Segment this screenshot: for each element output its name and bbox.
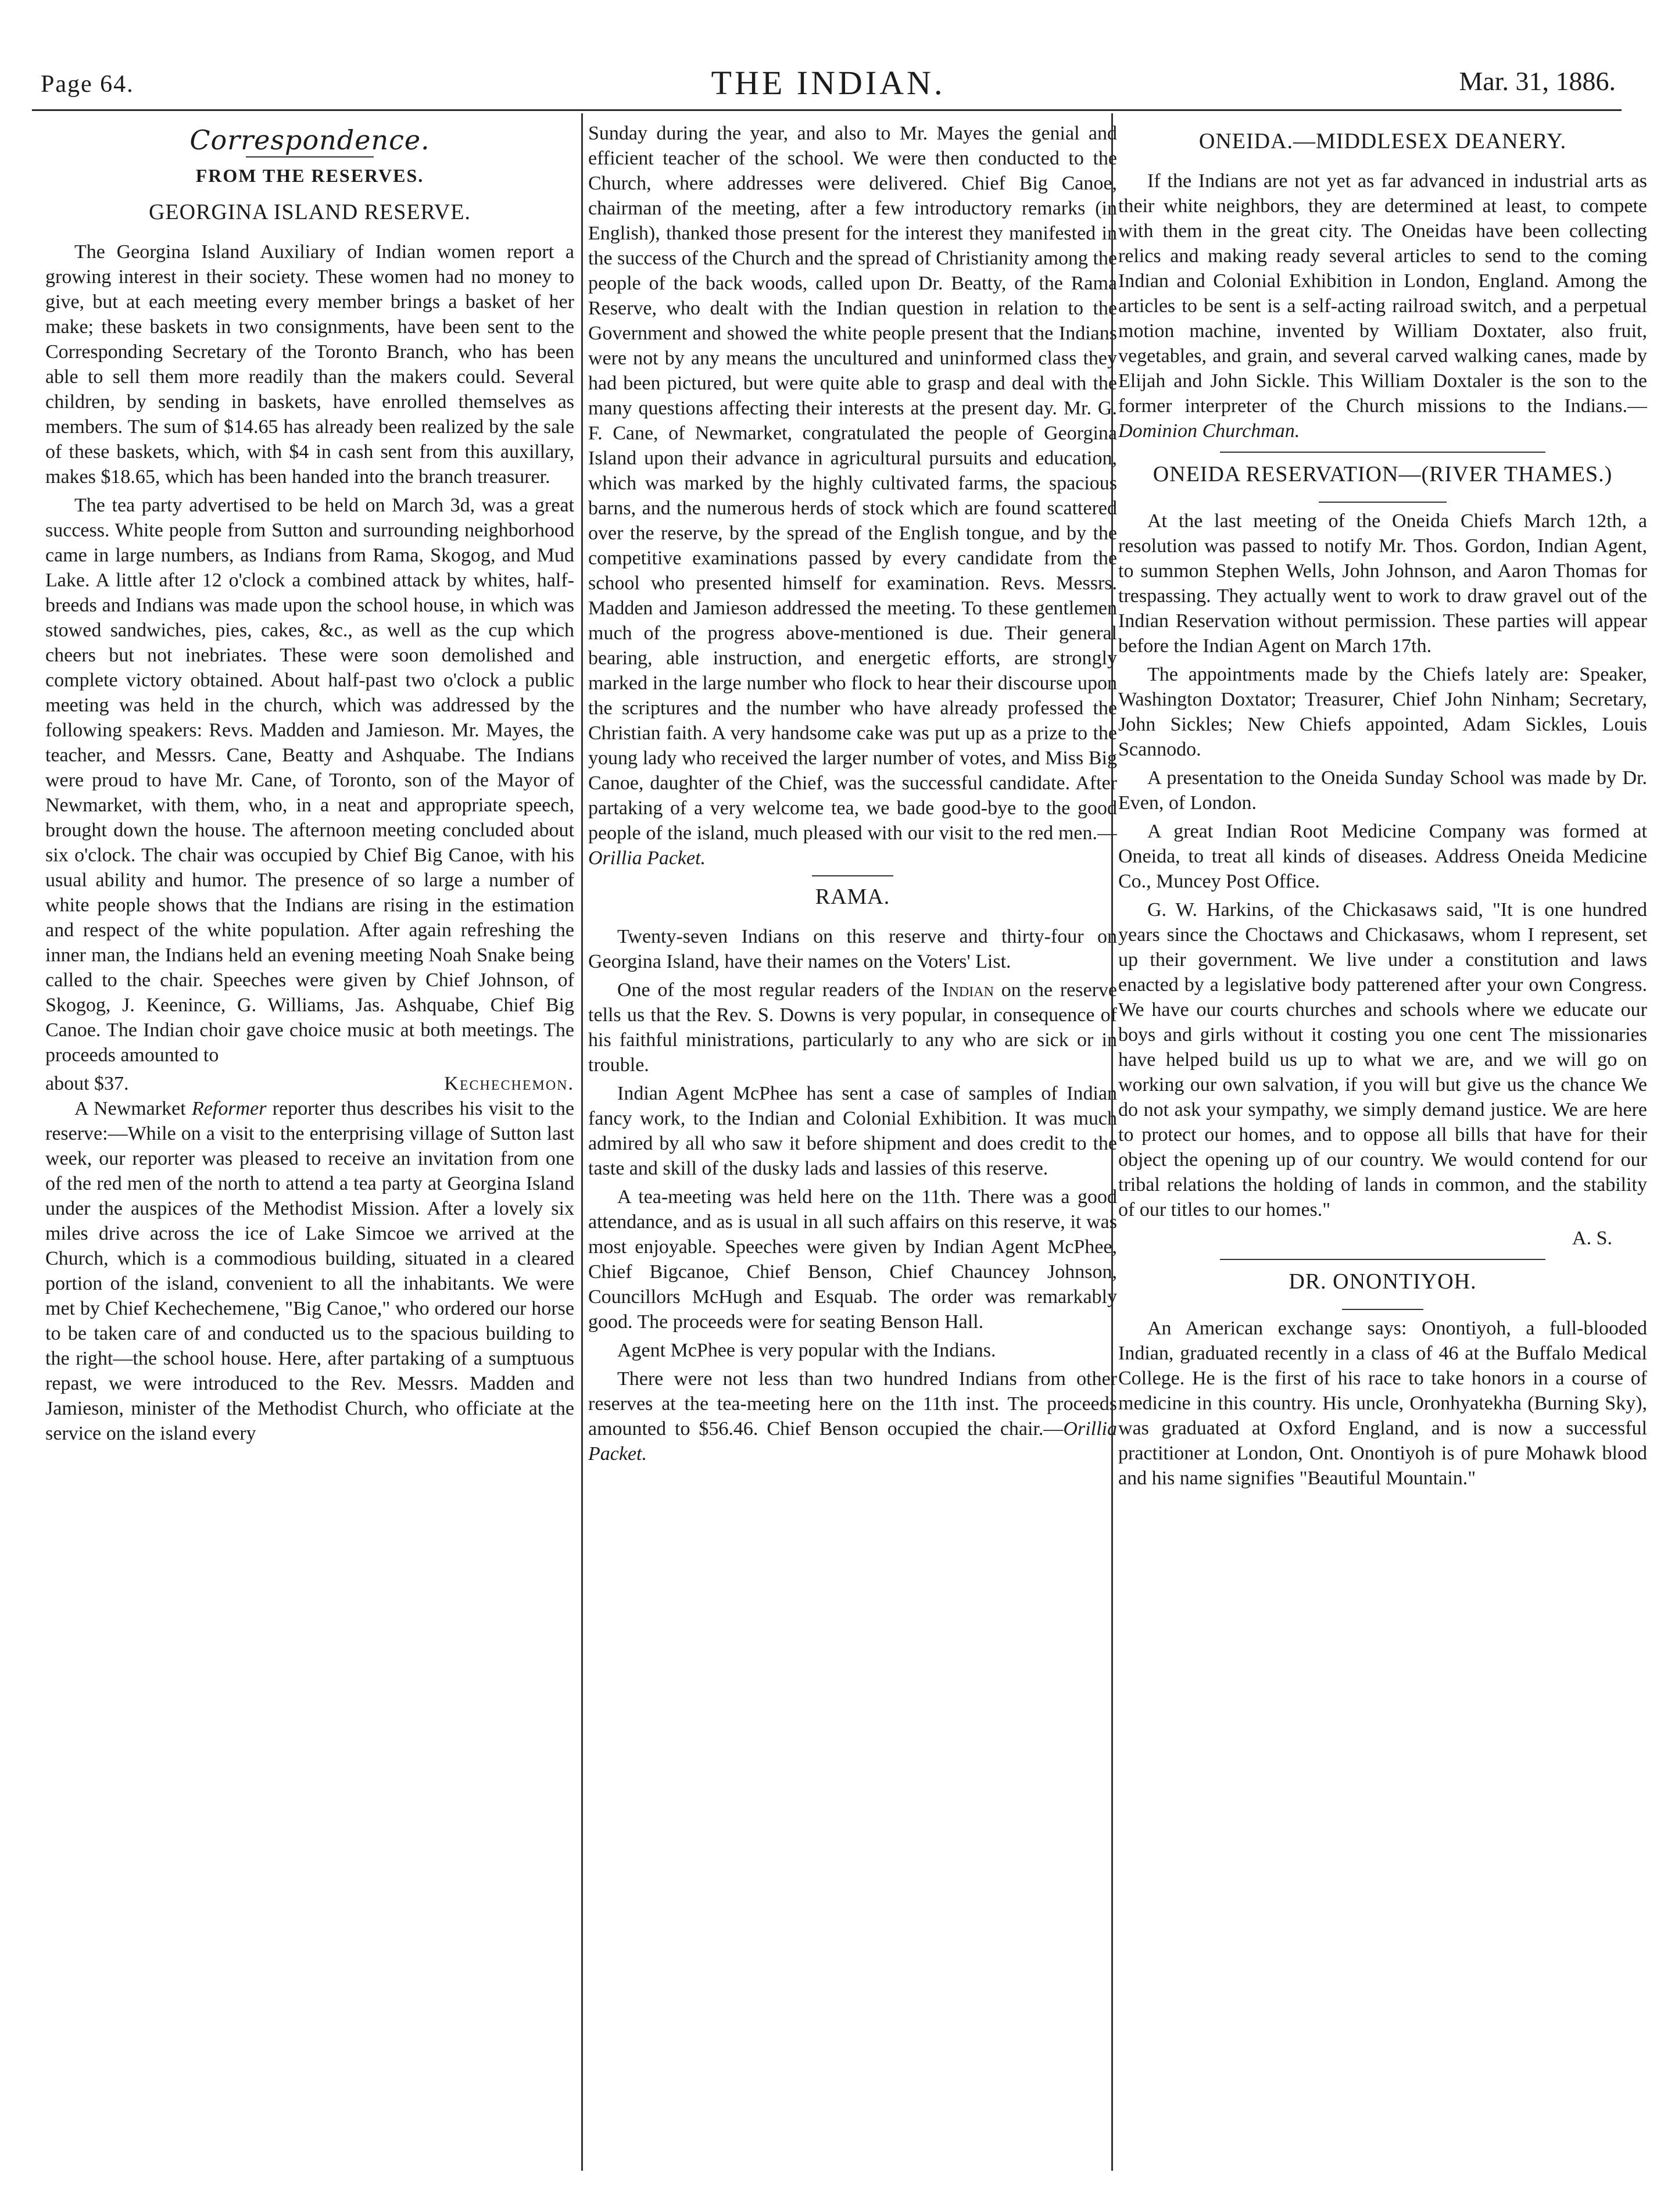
issue-date: Mar. 31, 1886. [1459, 66, 1616, 96]
section-rule [1220, 452, 1545, 453]
from-reserves-heading: FROM THE RESERVES. [195, 165, 424, 186]
column-divider-1 [581, 113, 583, 2171]
rama-paragraph-1: Twenty-seven Indians on this reserve and thirty-four on Georgina Island, have their names on the Voters' List. [588, 926, 1117, 972]
rama-paragraph-3: Indian Agent McPhee has sent a case of samples of Indian fancy work, to the Indian and Colonial Exhibition. It was much admired by all who saw it before shipment and does credit to the taste and skill of the dusky lads and lassies of this reserve. [588, 1083, 1117, 1179]
oneida-paragraph: If the Indians are not yet as far advanced in industrial arts as their white neighbors, they are determined at least, to compete with them in the great city. The Oneidas have been collecting relics and making ready several articles to send to the coming Indian and Colonial Exhibition in London, England. Among the articles to be sent is a self-acting railroad switch, and a perpetual motion machine, invented by William Doxtater, also fruit, vegetables, and grain, and several carved walking canes, made by Elijah and John Sickle. This William Doxtaler is the son to the former interpreter of the Church missions to the Indians.—Dominion Churchman. [1118, 170, 1647, 442]
signature-line [45, 1071, 574, 1096]
georgina-paragraph-2: The tea party advertised to be held on March 3d, was a great success. White people from Sutton and surrounding neighborhood came in large numbers, as Indians from Rama, Skogog, and Mud Lake. A little after 12 o'clock a combined attack by whites, half-breeds and Indians was made upon the school house, in which was stowed sandwiches, pies, cakes, &c., as well as the cup which cheers but not inebriates. These were soon demolished and complete victory obtained. About half-past two o'clock a public meeting was held in the church, which was addressed by the following speakers: Revs. Madden and Jamieson. Mr. Mayes, the teacher, and Messrs. Cane, Beatty and Ashquabe. The Indians were proud to have Mr. Cane, of Toronto, son of the Mayor of Newmarket, with them, who, in a neat and appropriate speech, brought down the house. The afternoon meeting concluded about six o'clock. The chair was occupied by Chief Big Canoe, with his usual ability and humor. The presence of so large a number of white people shows that the Indians are rising in the estimation and respect of the white population. After again refreshing the inner man, the Indians held an evening meeting Noah Snake being called to the chair. Speeches were given by Chief Johnson, of Skogog, J. Keenince, G. Williams, Jas. Ashquabe, Chief Big Canoe. The Indian choir gave choice music at both meetings. The proceeds amounted to [45, 495, 574, 1066]
column-2 [588, 121, 1117, 2172]
section-rule [1220, 1259, 1545, 1260]
source-citation: Dominion Churchman. [1118, 420, 1300, 442]
georgina-paragraph-1: The Georgina Island Auxiliary of Indian women report a growing interest in their society. These women had no money to give, but at each meeting every member brings a basket of her make; these baskets in two consignments, have been sent to the Corresponding Secretary of the Toronto Branch, who has been able to sell them more readily than the makers could. Several children, by sending in baskets, have enrolled themselves as members. The sum of $14.65 has already been realized by the sale of these baskets, which, with $4 in cash sent from this auxillary, makes $18.65, which has been handed into the branch treasurer. [45, 241, 574, 488]
column-1 [45, 121, 574, 2172]
author-signature: A. S. [1572, 1227, 1612, 1249]
heading-rule [246, 156, 374, 158]
proceeds-amount: about $37. [45, 1073, 129, 1094]
source-citation: Orillia Packet. [588, 1418, 1117, 1465]
oneida-deanery-title: ONEIDA.—MIDDLESEX DEANERY. [1198, 129, 1567, 153]
section-rule [1319, 502, 1447, 503]
onontiyoh-paragraph: An American exchange says: Onontiyoh, a full-blooded Indian, graduated recently in a class of 46 at the Buffalo Medical College. He is the first of his race to take honors in a course of medicine in this country. His uncle, Oronhyatekha (Burning Sky), was graduated at Oxford England, and is now a successful practitioner at London, Ont. Onontiyoh is of pure Mohawk blood and his name signifies "Beautiful Mountain." [1118, 1318, 1647, 1489]
rama-paragraph-2: One of the most regular readers of the Indian on the reserve tells us that the Rev. S. Downs is very popular, in consequence of his faithful ministrations, particularly to any who are sick or in trouble. [588, 979, 1117, 1076]
rama-paragraph-5: Agent McPhee is very popular with the Indians. [617, 1340, 996, 1361]
reservation-paragraph-1: At the last meeting of the Oneida Chiefs March 12th, a resolution was passed to notify Mr. Thos. Gordon, Indian Agent, to summon Stephen Wells, John Johnson, and Aaron Thomas for trespassing. They actually went to work to draw gravel out of the Indian Reservation without permission. These parties will appear before the Indian Agent on March 17th. [1118, 510, 1647, 657]
reformer-title: Reformer [192, 1098, 267, 1119]
reformer-paragraph: A Newmarket Reformer reporter thus describes his visit to the reserve:—While on a visit to the enterprising village of Sutton last week, our reporter was pleased to receive an invitation from one of the red men of the north to attend a tea party at Georgina Island under the auspices of the Methodist Mission. After a lovely six miles drive across the ice of Lake Simcoe we arrived at the Church, which is a commodious building, situated in a cleared portion of the island, convenient to all the inhabitants. We were met by Chief Kechechemene, "Big Canoe," who ordered our horse to be taken care of and conducted us to the spacious building to the right—the school house. Here, after partaking of a sumptuous repast, we were introduced to the Rev. Messrs. Madden and Jamieson, minister of the Methodist Church, who officiate at the service on the island every [45, 1098, 574, 1444]
dr-onontiyoh-title: DR. ONONTIYOH. [1289, 1269, 1477, 1294]
reservation-paragraph-3: A presentation to the Oneida Sunday School was made by Dr. Even, of London. [1118, 767, 1647, 814]
masthead [41, 55, 1616, 108]
newspaper-title: THE INDIAN. [711, 64, 946, 102]
correspondence-heading: Correspondence. [189, 124, 430, 156]
column-3 [1118, 121, 1647, 2172]
reservation-paragraph-4: A great Indian Root Medicine Company was formed at Oneida, to treat all kinds of diseases. Address Oneida Medicine Co., Muncey Post Office. [1118, 821, 1647, 892]
header-rule [32, 109, 1622, 111]
section-rule [1342, 1309, 1423, 1310]
continued-paragraph: Sunday during the year, and also to Mr. Mayes the genial and efficient teacher of the school. We were then conducted to the Church, where addresses were delivered. Chief Big Canoe, chairman of the meeting, after a few introductory remarks (in English), thanked those present for the interest they manifested in the success of the Church and the spread of Christianity among the people of the back woods, called upon Dr. Beatty, of the Rama Reserve, who dealt with the Indian question in relation to the Government and showed the white people present that the Indians were not by any means the uncultured and uninformed class they had been pictured, but were quite able to grasp and deal with the many questions affecting their interests at the present day. Mr. G. F. Cane, of Newmarket, congratulated the people of Georgina Island upon their advance in agricultural pursuits and education, which was marked by the highly cultivated farms, the spacious barns, and the numerous herds of stock which are found scattered over the reserve, by the spread of the English tongue, and by the competitive examinations passed by every candidate from the school who presented himself for examination. Revs. Messrs. Madden and Jamieson addressed the meeting. To these gentlemen much of the progress above-mentioned is due. Their general bearing, able instruction, and energetic efforts, are strongly marked in the large number who flock to hear their discourse upon the scriptures and the number who have already professed the Christian faith. A very handsome cake was put up as a prize to the young lady who received the larger number of votes, and Miss Big Canoe, daughter of the Chief, was the successful candidate. After partaking of a very welcome tea, we bade good-bye to the good people of the island, much pleased with our visit to the red men.—Orillia Packet. [588, 123, 1117, 869]
rama-title: RAMA. [815, 885, 890, 909]
reservation-paragraph-2: The appointments made by the Chiefs lately are: Speaker, Washington Doxtator; Treasurer, Chief John Ninham; Secretary, John Sickles; New Chiefs appointed, Adam Sickles, Louis Scannodo. [1118, 664, 1647, 760]
source-citation: Orillia Packet. [588, 847, 706, 869]
oneida-reservation-title: ONEIDA RESERVATION—(RIVER THAMES.) [1153, 462, 1613, 486]
georgina-island-title: GEORGINA ISLAND RESERVE. [148, 200, 471, 224]
rama-paragraph-4: A tea-meeting was held here on the 11th. There was a good attendance, and as is usual in all such affairs on this reserve, it was most enjoyable. Speeches were given by Indian Agent McPhee, Chief Bigcanoe, Chief Benson, Chief Chauncey Johnson, Councillors McHugh and Esquab. The order was remarkably good. The proceeds were for seating Benson Hall. [588, 1186, 1117, 1333]
harkins-paragraph: G. W. Harkins, of the Chickasaws said, "It is one hundred years since the Choctaws and Chickasaws, whom I represent, set up their government. We live under a constitution and laws enacted by a legislative body patterened after your own Congress. We have our courts churches and schools where we educate our boys and girls without it costing you one cent The missionaries have helped build us up to what we are, and we will go on working our own salvation, if you will but give us the chance We do not ask your sympathy, we simply demand justice. We are here to protect our homes, and to oppose all bills that have for their object the opening up of our country. We would contend for our tribal relations the holding of lands in common, and the stability of our titles to our homes." [1118, 899, 1647, 1220]
rama-paragraph-6: There were not less than two hundred Indians from other reserves at the tea-meeting here on the 11th inst. The proceeds amounted to $56.46. Chief Benson occupied the chair.—Orillia Packet. [588, 1368, 1117, 1465]
section-rule [812, 875, 893, 876]
page-number: Page 64. [41, 71, 134, 98]
author-signature: Kechechemon. [444, 1073, 574, 1094]
